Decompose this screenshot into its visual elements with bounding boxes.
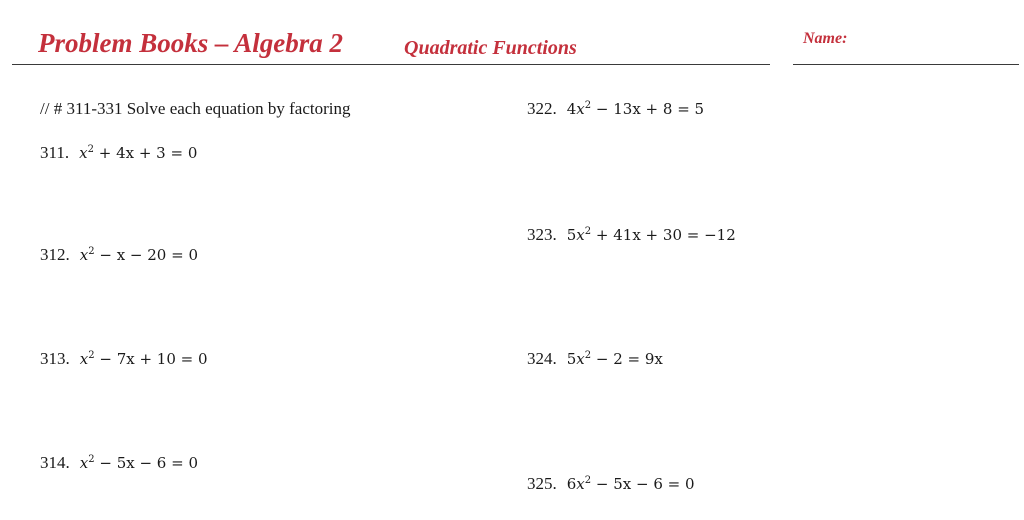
problem-equation: $5x^2 - 2 = 9x$ [566,350,663,368]
problem-number: 312. [40,245,70,264]
problem-323 [527,225,736,245]
problem-number: 311. [40,143,70,162]
instructions: // # 311-331 Solve each equation by factoring [40,99,351,118]
problem-equation: $6x^2 - 5x - 6 = 0$ [566,475,695,493]
problem-313 [40,349,208,369]
name-line [793,64,1019,65]
problem-325 [527,474,695,494]
problem-equation: $x^2 - x - 20 = 0$ [79,246,198,264]
problem-number: 325. [527,474,557,493]
problem-equation: $4x^2 - 13x + 8 = 5$ [566,100,705,118]
problem-number: 323. [527,225,557,244]
problem-322 [527,99,704,119]
worksheet-title: Problem Books – Algebra 2 [38,28,344,58]
problem-equation: $x^2 + 4x + 3 = 0$ [79,144,198,162]
problem-number: 314. [40,453,70,472]
problem-312 [40,245,198,265]
worksheet-subtitle: Quadratic Functions [404,37,577,59]
header-divider [12,64,770,65]
problem-equation: $x^2 - 5x - 6 = 0$ [79,454,198,472]
problem-number: 322. [527,99,557,118]
problem-324 [527,349,663,369]
problem-equation: $5x^2 + 41x + 30 = -12$ [566,226,736,244]
name-label: Name: [803,30,848,47]
problem-311 [40,143,197,163]
problem-number: 313. [40,349,70,368]
problem-equation: $x^2 - 7x + 10 = 0$ [79,350,208,368]
problem-314 [40,453,198,473]
problem-number: 324. [527,349,557,368]
